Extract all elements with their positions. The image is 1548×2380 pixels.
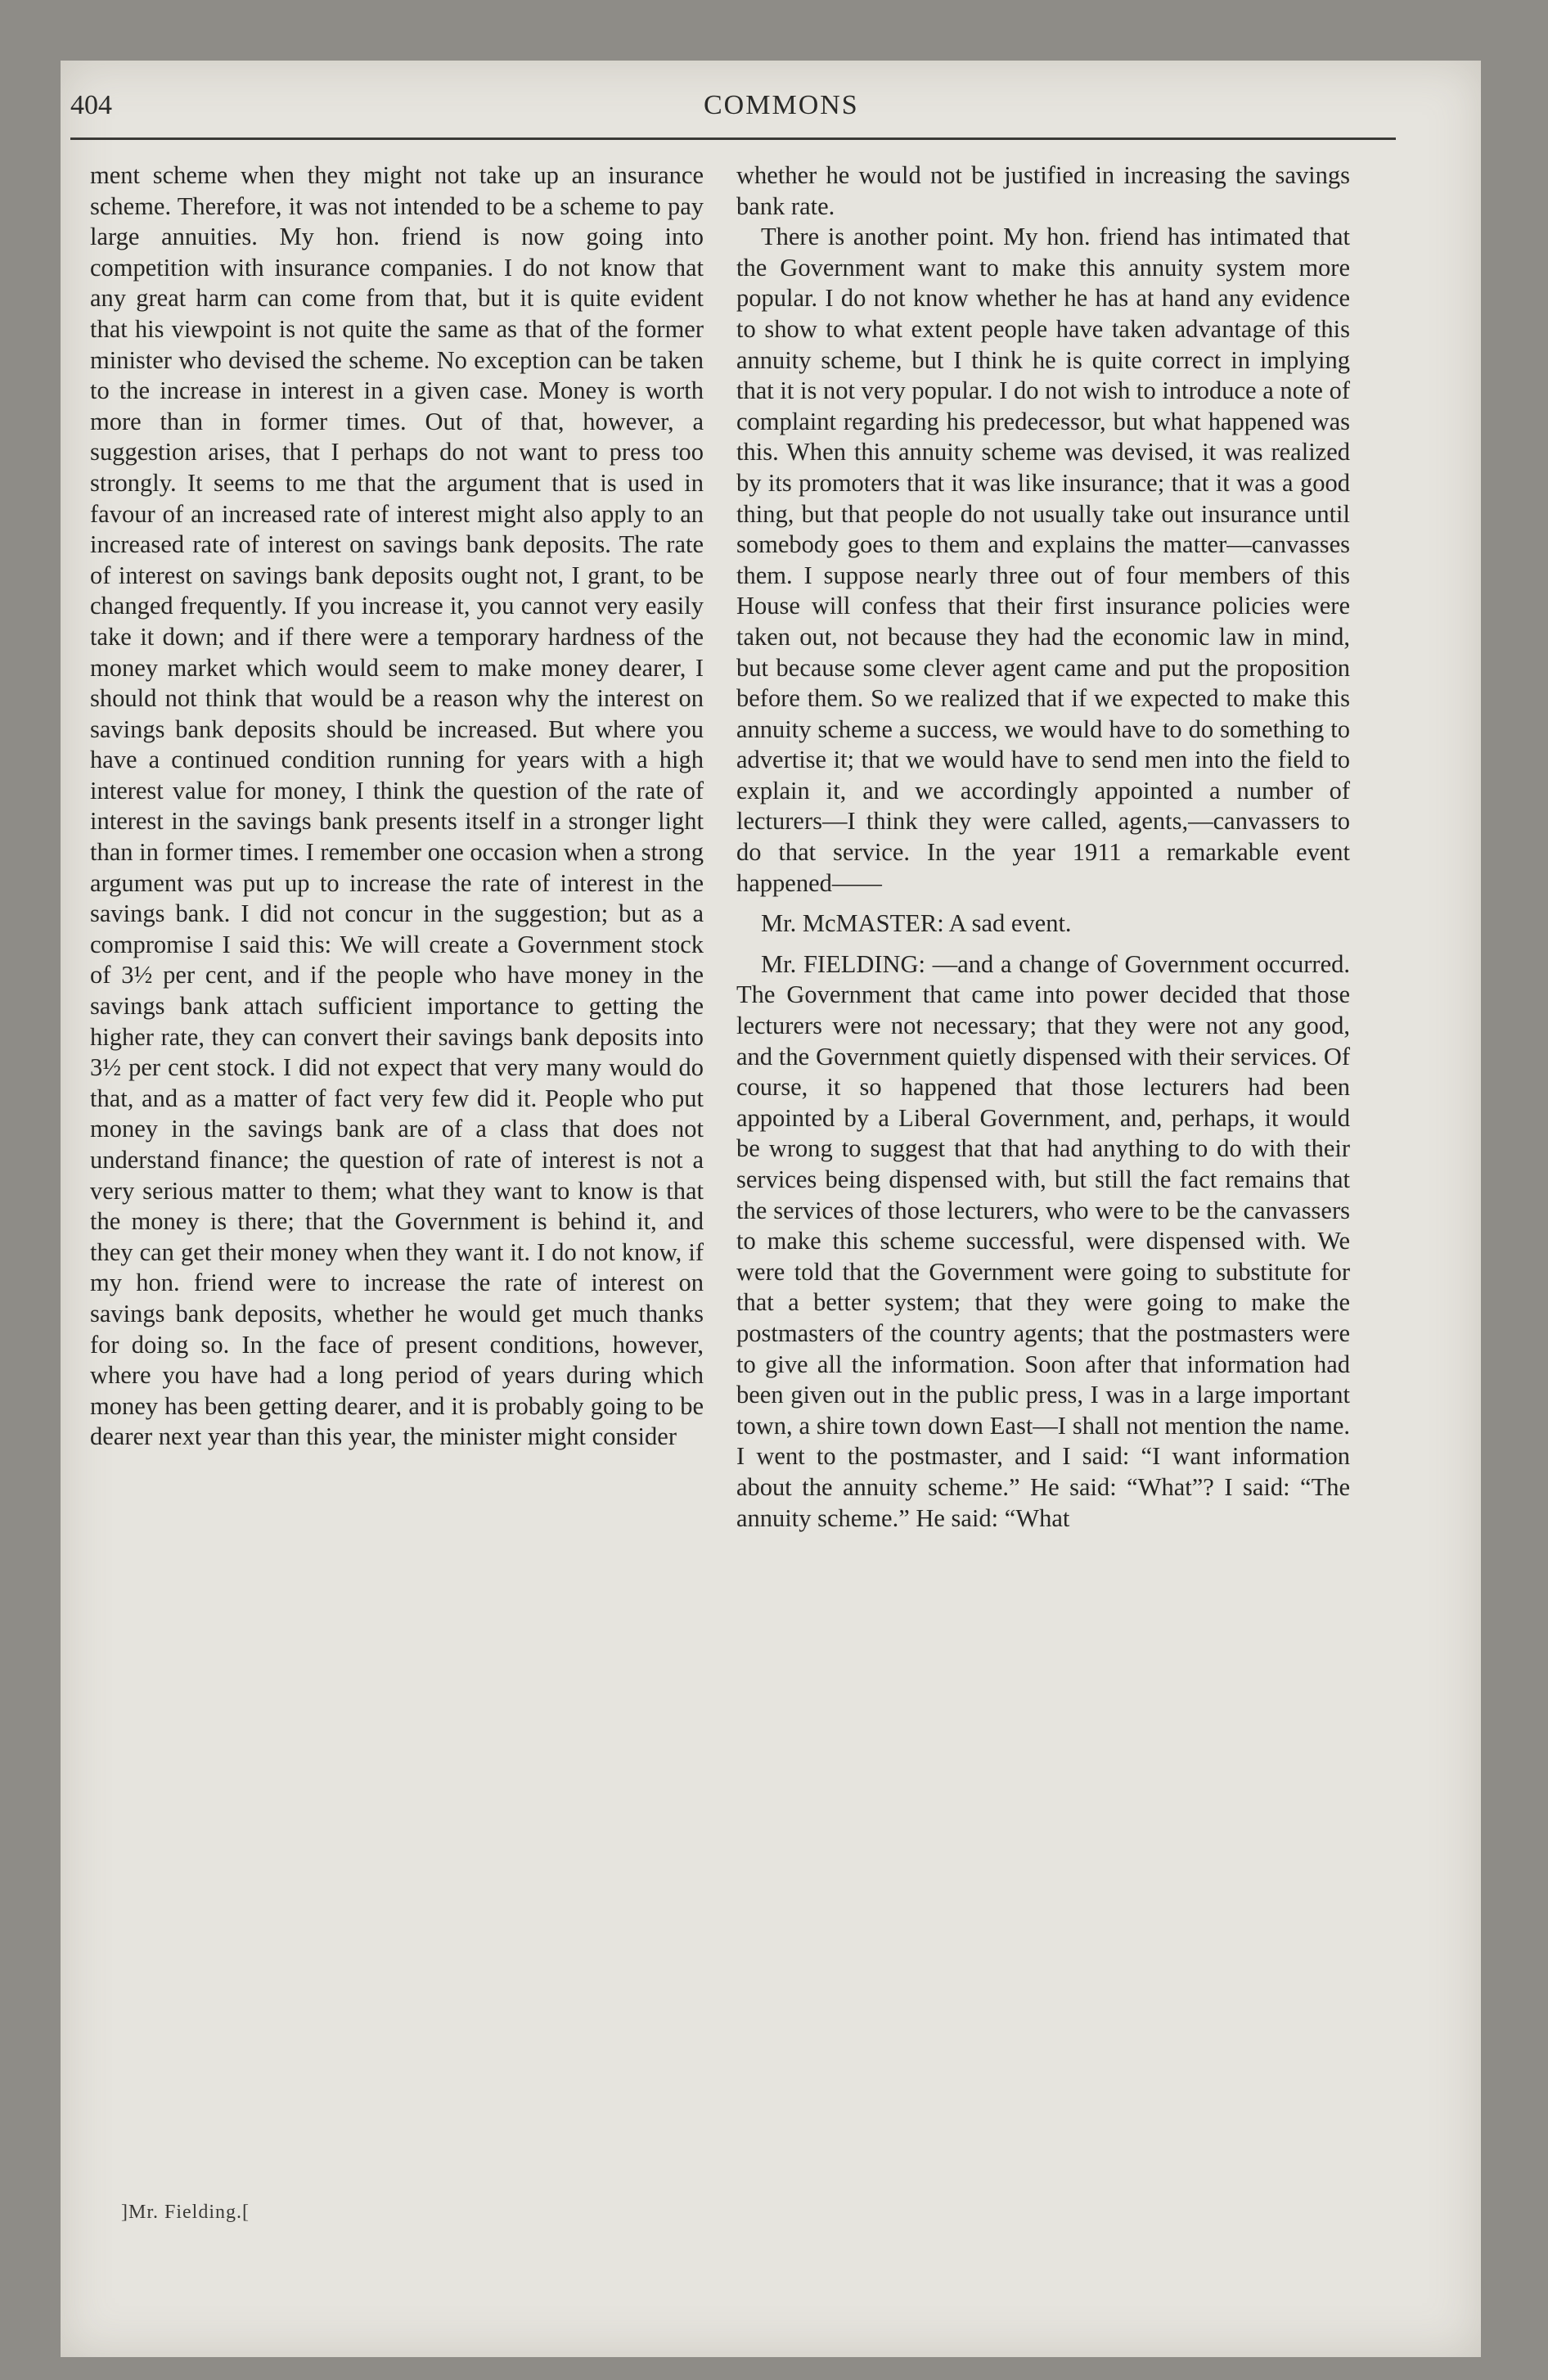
left-column xyxy=(90,160,704,1453)
right-paragraph-1: whether he would not be justified in increasing the savings bank rate. xyxy=(736,161,1350,220)
left-paragraph-1: ment scheme when they might not take up an insurance scheme. Therefore, it was not intended to be a scheme to pay large annuities. My hon. friend is now going into competition with insurance companies. I do not know that any great harm can come from that, but it is quite evident that his viewpoint is not quite the same as that of the former minister who devised the scheme. No exception can be taken to the increase in interest in a given case. Money is worth more than in former times. Out of that, however, a suggestion arises, that I perhaps do not want to press too strongly. It seems to me that the argument that is used in favour of an increased rate of interest might also apply to an increased rate of interest on savings bank deposits. The rate of interest on savings bank deposits ought not, I grant, to be changed frequently. If you increase it, you cannot very easily take it down; and if there were a temporary hardness of the money market which would seem to make money dearer, I should not think that would be a reason why the interest on savings bank deposits should be increased. But where you have a continued condition running for years with a high interest value for money, I think the question of the rate of interest in the savings bank presents itself in a stronger light than in former times. I remember one occasion when a strong argument was put up to increase the rate of interest in the savings bank. I did not concur in the suggestion; but as a compromise I said this: We will create a Government stock of 3½ per cent, and if the people who have money in the savings bank attach sufficient importance to getting the higher rate, they can convert their savings bank deposits into 3½ per cent stock. I did not expect that very many would do that, and as a matter of fact very few did it. People who put money in the savings bank are of a class that does not understand finance; the question of rate of interest is not a very serious matter to them; what they want to know is that the money is there; that the Government is behind it, and they can get their money when they want it. I do not know, if my hon. friend were to increase the rate of interest on savings bank deposits, whether he would get much thanks for doing so. In the face of present conditions, however, where you have had a long period of years during which money has been getting dearer, and it is probably going to be dearer next year than this year, the minister might consider xyxy=(90,161,704,1451)
speaker-footer-tag: ]Mr. Fielding.[ xyxy=(121,2202,250,2223)
speech-mcmaster: Mr. McMASTER: A sad event. xyxy=(761,909,1072,938)
running-head: COMMONS xyxy=(704,90,859,120)
right-paragraph-2: There is another point. My hon. friend has intimated that the Government want to make this annuity system more popular. I do not know whether he has at hand any evidence to show to what extent people have taken advantage of this annuity scheme, but I think he is quite correct in implying that it is not very popular. I do not wish to introduce a note of complaint regarding his predecessor, but what happened was this. When this annuity scheme was devised, it was realized by its promoters that it was like insurance; that it was a good thing, but that people do not usually take out insurance until somebody goes to them and explains the matter—canvasses them. I suppose nearly three out of four members of this House will confess that their first insurance policies were taken out, not because they had the economic law in mind, but because some clever agent came and put the proposition before them. So we realized that if we expected to make this annuity scheme a success, we would have to do something to advertise it; that we would have to send men into the field to explain it, and we accordingly appointed a number of lecturers—I think they were called, agents,—canvassers to do that service. In the year 1911 a remarkable event happened—— xyxy=(736,223,1350,897)
header-rule xyxy=(70,137,1396,140)
page-number: 404 xyxy=(70,90,112,120)
right-column xyxy=(736,160,1350,1534)
speech-fielding: Mr. FIELDING: —and a change of Government occurred. The Government that came into power decided that those lecturers were not necessary; that they were not any good, and the Government quietly dispensed with their services. Of course, it so happened that those lecturers had been appointed by a Liberal Government, and, perhaps, it would be wrong to suggest that that had anything to do with their services being dispensed with, but still the fact remains that the services of those lecturers, who were to be the canvassers to make this scheme successful, were dispensed with. We were told that the Government were going to substitute for that a better system; that they were going to make the postmasters of the country agents; that the postmasters were to give all the information. Soon after that information had been given out in the public press, I was in a large important town, a shire town down East—I shall not mention the name. I went to the postmaster, and I said: “I want information about the annuity scheme.” He said: “What”? I said: “The annuity scheme.” He said: “What xyxy=(736,949,1350,1532)
